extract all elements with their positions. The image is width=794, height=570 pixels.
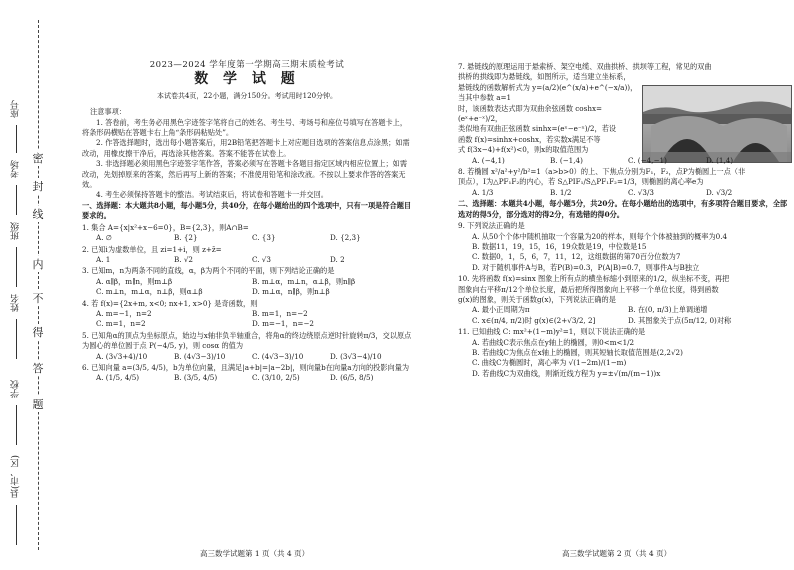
- option[interactable]: C. √3/3: [628, 187, 654, 197]
- option[interactable]: D. 若曲线C为双曲线，则渐近线方程为 y=±√(m/(m−1))x: [472, 368, 661, 378]
- exam-page-2: [458, 62, 788, 379]
- option[interactable]: A. m=−1，n=2: [96, 308, 152, 318]
- option[interactable]: B. m=1，n=−2: [252, 308, 308, 318]
- option[interactable]: B. 若曲线C为焦点在x轴上的椭圆，则其短轴长取值范围是(2,2√2): [472, 347, 683, 357]
- option[interactable]: B. √2: [174, 254, 194, 264]
- option[interactable]: D. (1,4): [706, 155, 734, 165]
- option[interactable]: A. 1/3: [472, 187, 494, 197]
- option[interactable]: B. 在(0, π/3)上单调递增: [628, 305, 708, 315]
- exam-title: 数 学 试 题: [194, 71, 300, 88]
- question-3: 3. 已知m，n为两条不同的直线，α，β为两个不同的平面，则下列结论正确的是: [82, 266, 335, 276]
- class-write-line[interactable]: [16, 247, 17, 287]
- seat-label: 座号: [11, 100, 21, 118]
- county-write-line[interactable]: [16, 505, 17, 545]
- option[interactable]: C. x∈(π/4, π/2)时 g(x)∈(2+√3/2, 2]: [472, 315, 596, 325]
- option[interactable]: C. (−4,−1): [628, 155, 667, 165]
- seal-word: 内: [32, 258, 44, 271]
- option[interactable]: C. (4√3−3)/10: [252, 351, 304, 361]
- question-2-options: [82, 255, 412, 265]
- option[interactable]: D. √3/2: [706, 187, 733, 197]
- question-2: 2. 已知i为虚数单位，且 zi=1+i，则 z+z̄=: [82, 244, 222, 254]
- seat-write-line[interactable]: [16, 125, 17, 153]
- option[interactable]: B. (−1,4): [550, 155, 583, 165]
- seal-dashed-line: [38, 20, 39, 550]
- question-3-options-row1: [82, 277, 412, 287]
- option[interactable]: D. 2: [330, 254, 345, 264]
- note-item: 2. 作答选择题时，选出每小题答案后，用2B铅笔把答题卡上对应题目选项的答案信息点涂黑；如需改动，用橡皮擦干净后，再选涂其他答案。答案不能答在试卷上。: [82, 138, 410, 158]
- school-write-line[interactable]: [16, 405, 17, 445]
- option[interactable]: B. (3/5, 4/5): [174, 373, 218, 383]
- question-8-options: [458, 188, 788, 198]
- question-1-options: [82, 233, 412, 243]
- exam-supertitle: 2023—2024 学年度第一学期高三期末质检考试: [149, 60, 345, 70]
- question-9: 9. 下列说法正确的是: [458, 221, 525, 231]
- option[interactable]: D. (3√3−4)/10: [330, 351, 382, 361]
- examroom-label: 考场: [11, 160, 21, 178]
- option[interactable]: D. 对于随机事件A与B，若P(B)=0.3，P(A|B)=0.7，则事件A与B独立: [472, 262, 700, 272]
- question-11: 11. 已知曲线 C: mx²+(1−m)y²=1，则以下说法正确的是: [458, 327, 646, 337]
- seal-word: 答: [32, 362, 44, 375]
- binding-margin: [0, 0, 48, 570]
- page-2-footer: 高三数学试题第 2 页（共 4 页）: [562, 549, 672, 558]
- q7-line: 拱桥的拱线即为悬链线，如图所示，适当建立坐标系，: [458, 72, 631, 82]
- option[interactable]: C. √3: [252, 254, 271, 264]
- seal-word: 封: [32, 180, 44, 193]
- question-10-options-row1: [458, 305, 788, 315]
- option[interactable]: A. (1/5, 4/5): [96, 373, 140, 383]
- note-item: 3. 非选择题必须用黑色字迹签字笔作答，答案必须写在答题卡各题目指定区域内相应位置上；如需改动，先划掉原来的答案，然后再写上新的答案；不准使用铅笔和涂改液。不按以上要求作答的答案无效。: [82, 159, 408, 190]
- q7-line: 时，该函数表达式即为双曲余弦函数 coshx=(eˣ+e⁻ˣ)/2，: [458, 103, 603, 124]
- q7-line: 类似地有双曲正弦函数 sinhx=(eˣ−e⁻ˣ)/2，若设: [458, 124, 617, 134]
- class-label: 班级: [11, 222, 21, 240]
- examroom-write-line[interactable]: [16, 185, 17, 215]
- question-10-options-row2: [458, 316, 788, 326]
- option[interactable]: B. 数据11，19，15，16，19众数是19，中位数是15: [472, 241, 647, 251]
- option[interactable]: A. 1: [96, 254, 111, 264]
- exam-info: 本试卷共4页，22小题，满分150分。考试用时120分钟。: [156, 91, 338, 100]
- option[interactable]: C. m=1，n=2: [96, 319, 146, 329]
- question-4-options-row1: [82, 309, 412, 319]
- question-5: 5. 已知角α的顶点为坐标原点，始边与x轴非负半轴重合，将角α的终边绕原点逆时针旋转π/3，交以原点为圆心的单位圆于点 P(−4/5, y)，则 cosα 的值为: [82, 330, 412, 351]
- option[interactable]: C. {3}: [252, 233, 276, 243]
- exam-page-1: [82, 62, 412, 384]
- section2-heading: 二、选择题：本题共4小题，每小题5分，共20分。在每小题给出的选项中，有多项符合题目要求，全部选对的得5分，部分选对的得2分，有选错的得0分。: [458, 199, 788, 219]
- q7-line: 7. 悬链线的原理运用于悬索桥、架空电缆、双曲拱桥、拱坝等工程，常见的双曲: [458, 62, 712, 71]
- name-write-line[interactable]: [16, 319, 17, 359]
- county-label: 县(市、区): [11, 455, 21, 499]
- seal-word: 题: [32, 398, 44, 411]
- q7-line: 悬链线的函数解析式为 y=(a/2)(e^(x/a)+e^(−x/a))，当其中参数 a=1: [458, 82, 638, 103]
- q7-line: 式 f(3x−4)+f(x²)<0，则x的取值范围为: [458, 145, 589, 155]
- seal-word: 线: [32, 208, 44, 221]
- q10-line: g(x)的图象，则关于函数g(x)，下列说法正确的是: [458, 294, 616, 304]
- seal-word: 不: [32, 292, 44, 305]
- option[interactable]: B. (4√3−3)/10: [174, 351, 226, 361]
- option[interactable]: C. m⊥n，m⊥α，n⊥β，则α⊥β: [96, 287, 203, 297]
- option[interactable]: A. 若曲线C表示焦点在y轴上的椭圆，则0<m<1/2: [472, 337, 635, 347]
- option[interactable]: B. 1/2: [550, 187, 572, 197]
- seal-word: 得: [32, 326, 44, 339]
- question-6-options: [82, 373, 412, 383]
- option[interactable]: D. 其图象关于点(5π/12, 0)对称: [628, 315, 732, 325]
- option[interactable]: A. (−4,1): [472, 155, 505, 165]
- q8-line: 8. 若椭圆 x²/a²+y²/b²=1（a>b>0）的上、下焦点分别为F₁，F₂，点P为椭圆上一点（非: [458, 167, 746, 177]
- option[interactable]: A. 最小正周期为π: [472, 305, 530, 315]
- notes-heading: 注意事项：: [90, 107, 126, 117]
- option[interactable]: A. ∅: [96, 233, 113, 243]
- q10-line: 图象向右平移π/12个单位长度，最后把所得图象向上平移一个单位长度，得到函数: [458, 284, 719, 294]
- option[interactable]: B. m⊥α，m⊥n，α⊥β，则n∥β: [252, 276, 356, 286]
- page-1-footer: 高三数学试题第 1 页（共 4 页）: [200, 549, 310, 558]
- q10-line: 10. 先将函数 f(x)=sinx 图象上所有点的横坐标缩小到原来的1/2，纵坐标不变，再把: [458, 274, 730, 284]
- option[interactable]: B. {2}: [174, 233, 198, 243]
- question-7-options: [458, 156, 788, 166]
- seal-word: 密: [32, 152, 44, 165]
- question-1: 1. 集合 A={x|x²+x−6=0}，B={2,3}，则A∩B=: [82, 222, 249, 232]
- option[interactable]: D. (6/5, 8/5): [330, 373, 374, 383]
- option[interactable]: C. (3/10, 2/5): [252, 373, 300, 383]
- question-6: 6. 已知向量 a=(3/5, 4/5)，b为单位向量，且满足|a+b|=|a−2b|，则向量b在向量a方向的投影向量为: [82, 362, 410, 372]
- option[interactable]: D. m=−1，n=−2: [252, 319, 314, 329]
- school-label: 学校: [11, 380, 21, 398]
- section1-heading: 一、选择题：本大题共8小题，每小题5分，共40分，在每小题给出的四个选项中，只有一项是符合题目要求的。: [82, 200, 412, 221]
- option[interactable]: C. 数据0，1，5，6，7，11，12，这组数据的第70百分位数为7: [472, 252, 681, 262]
- option[interactable]: D. {2,3}: [330, 233, 361, 243]
- name-label: 姓名: [11, 294, 21, 312]
- q8-line: 顶点），I为△PF₁F₂的内心，若 S△PIF₁/S△PF₁F₂=1/3，则椭圆的离心率e为: [458, 177, 704, 187]
- option[interactable]: A. 从50个个体中随机抽取一个容量为20的样本，则每个个体被抽到的概率为0.4: [472, 231, 728, 241]
- note-item: 1. 答卷前，考生务必用黑色字迹签字笔将自己的姓名、考生号、考场号和座位号填写在答题卡上，将条形码横贴在答题卡右上角“条形码粘贴处”。: [82, 117, 408, 138]
- option[interactable]: A. (3√3+4)/10: [96, 351, 148, 361]
- option[interactable]: C. 曲线C为椭圆时，离心率为 √(1−2m)/(1−m): [472, 358, 627, 368]
- option[interactable]: A. α∥β，m∥n，则m⊥β: [96, 276, 173, 286]
- question-5-options: [82, 352, 412, 362]
- question-4-options-row2: [82, 319, 412, 329]
- note-item: 4. 考生必须保持答题卡的整洁。考试结束后，将试卷和答题卡一并交回。: [96, 190, 328, 200]
- option[interactable]: D. m⊥α，n∥β，则n⊥β: [252, 287, 330, 297]
- q7-line: 函数 f(x)=sinhx+coshx，若实数x满足不等: [458, 134, 601, 144]
- question-4: 4. 若 f(x)={2x+m, x<0; nx+1, x>0} 是奇函数，则: [82, 298, 258, 308]
- question-3-options-row2: [82, 287, 412, 297]
